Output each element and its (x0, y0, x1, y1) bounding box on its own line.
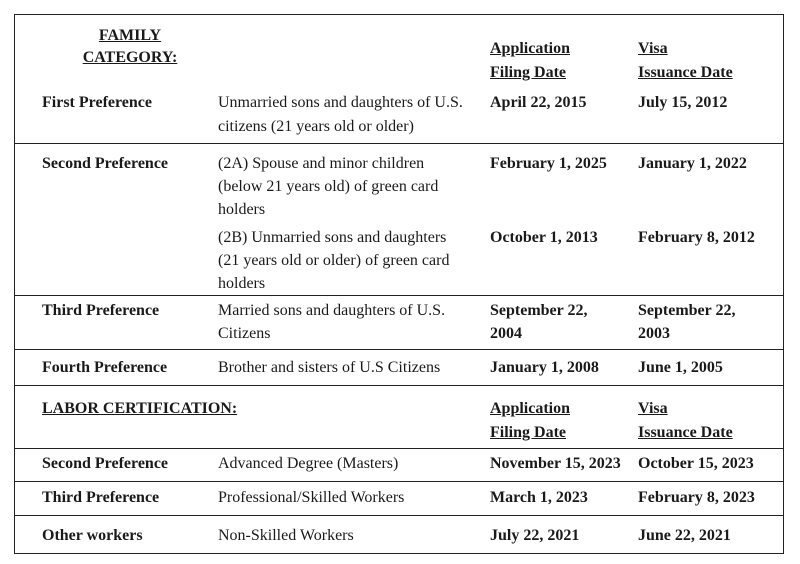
family-col-filing-line1: Application (490, 40, 571, 57)
filing-date: 2004 (490, 325, 522, 342)
category-label: Third Preference (42, 302, 160, 319)
family-col-visa-line2: Issuance Date (638, 64, 733, 81)
visa-date: February 8, 2023 (638, 489, 755, 506)
filing-date: April 22, 2015 (490, 94, 587, 111)
labor-col-filing-line1: Application (490, 400, 571, 417)
filing-date: October 1, 2013 (490, 229, 598, 246)
description-line: holders (218, 275, 266, 292)
description-line: Professional/Skilled Workers (218, 489, 405, 506)
family-heading-line1: FAMILY (98, 27, 162, 44)
family-col-visa-line1: Visa (638, 40, 668, 57)
description-line: Unmarried sons and daughters of U.S. (218, 94, 463, 111)
category-label: First Preference (42, 94, 153, 111)
row-divider (14, 481, 784, 482)
description-line: Citizens (218, 325, 271, 342)
row-divider (14, 295, 784, 296)
row-divider (14, 143, 784, 144)
description-line: Married sons and daughters of U.S. (218, 302, 446, 319)
description-line: Non-Skilled Workers (218, 527, 354, 544)
visa-date: January 1, 2022 (638, 155, 747, 172)
description-line: holders (218, 201, 266, 218)
description-line: citizens (21 years old or older) (218, 118, 414, 135)
visa-date: February 8, 2012 (638, 229, 755, 246)
visa-date: 2003 (638, 325, 670, 342)
visa-date: June 22, 2021 (638, 527, 731, 544)
description-line: (2B) Unmarried sons and daughters (218, 229, 447, 246)
labor-col-visa-line1: Visa (638, 400, 668, 417)
visa-date: October 15, 2023 (638, 455, 754, 472)
filing-date: July 22, 2021 (490, 527, 580, 544)
category-label: Second Preference (42, 455, 169, 472)
category-label: Second Preference (42, 155, 169, 172)
labor-col-visa-line2: Issuance Date (638, 424, 733, 441)
description-line: Brother and sisters of U.S Citizens (218, 359, 441, 376)
family-col-filing-line2: Filing Date (490, 64, 566, 81)
filing-date: March 1, 2023 (490, 489, 588, 506)
family-heading-line2: CATEGORY: (82, 49, 178, 66)
description-line: (21 years old or older) of green card (218, 252, 450, 269)
description-line: (below 21 years old) of green card (218, 178, 439, 195)
row-divider (14, 349, 784, 350)
filing-date: September 22, (490, 302, 588, 319)
category-label: Fourth Preference (42, 359, 168, 376)
labor-heading: LABOR CERTIFICATION: (42, 400, 238, 417)
row-divider (14, 448, 784, 449)
description-line: (2A) Spouse and minor children (218, 155, 425, 172)
row-divider (14, 385, 784, 386)
row-divider (14, 515, 784, 516)
description-line: Advanced Degree (Masters) (218, 455, 399, 472)
category-label: Third Preference (42, 489, 160, 506)
filing-date: January 1, 2008 (490, 359, 599, 376)
visa-date: July 15, 2012 (638, 94, 728, 111)
filing-date: February 1, 2025 (490, 155, 607, 172)
category-label: Other workers (42, 527, 143, 544)
labor-col-filing-line2: Filing Date (490, 424, 566, 441)
visa-date: June 1, 2005 (638, 359, 723, 376)
visa-date: September 22, (638, 302, 736, 319)
filing-date: November 15, 2023 (490, 455, 621, 472)
